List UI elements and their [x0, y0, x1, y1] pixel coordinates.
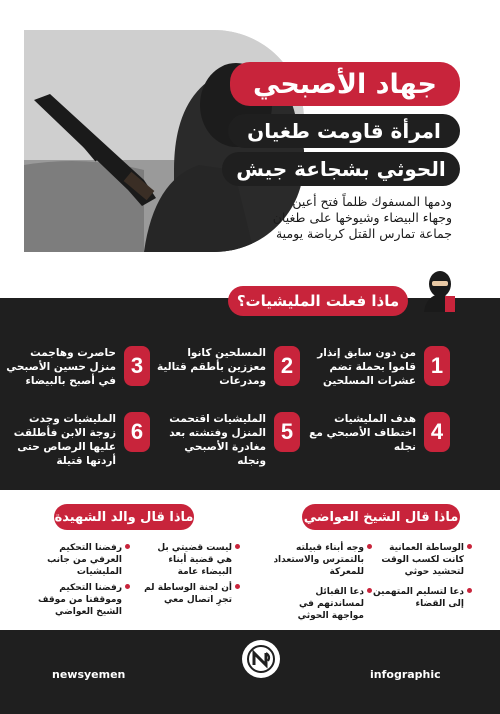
quote-text: رفضنا التحكيم وموقفنا من موقف الشيخ العواضي [38, 583, 122, 617]
quote-text: أن لجنة الوساطة لم تجرِ اتصال معي [144, 583, 232, 605]
father-heading: ماذا قال والد الشهيدة [54, 504, 194, 530]
bullet-icon [367, 544, 372, 549]
bullet-icon [367, 588, 372, 593]
bullet-icon [467, 588, 472, 593]
sheikh-quote-1 [372, 542, 464, 578]
quote-text: وجه أبناء قبيلته بالتمترس والاستعداد للمعركة [273, 543, 364, 577]
item-text: حاصرت وهاجمت منزل حسين الأصبحي في أصبح بالبيضاء [6, 347, 116, 387]
militia-item-1 [300, 346, 450, 394]
militias-heading: ماذا فعلت المليشيات؟ [228, 286, 408, 316]
item-text: المسلحين كانوا معززين بأطقم قتالية ومدرعات [157, 347, 266, 387]
father-quote-3 [140, 582, 232, 606]
sheikh-quote-2 [272, 542, 364, 578]
sheikh-quote-4 [272, 586, 364, 622]
militia-item-5 [150, 412, 300, 467]
bullet-icon [125, 544, 130, 549]
footer-site-label: newsyemen [52, 668, 126, 681]
father-quote-4 [30, 582, 122, 618]
hero-description: ودمها المسفوك ظلماً فتح أعين وجهاء البيضاء وشيوخها على طغيان جماعة تمارس القتل كرياضة يومية [272, 194, 452, 241]
logo-mark-icon [246, 644, 276, 674]
bullet-icon [467, 544, 472, 549]
newsyemen-logo [242, 640, 280, 678]
militia-item-3 [0, 346, 150, 394]
hero-subtitle-line-1: امرأة قاومت طغيان [228, 114, 460, 148]
militia-item-6 [0, 412, 150, 467]
item-number: 4 [424, 412, 450, 452]
item-number: 1 [424, 346, 450, 386]
hero-subtitle-line-2: الحوثي بشجاعة جيش [222, 152, 460, 186]
sheikh-heading: ماذا قال الشيخ العواضي [302, 504, 460, 530]
masked-militant-icon [418, 268, 462, 312]
item-number: 5 [274, 412, 300, 452]
quote-text: ليست قضيتي بل هي قضية أبناء البيضاء عامة [157, 543, 232, 577]
item-text: المليشيات اقتحمت المنزل وفتشته بعد مغادرة الأصبحي ونجله [169, 413, 266, 467]
item-text: المليشيات وجدت زوجة الابن فأطلقت عليها الرصاص حتى أردتها قتيلة [13, 413, 116, 467]
item-number: 2 [274, 346, 300, 386]
item-text: من دون سابق إنذار قاموا بحملة تضم عشرات المسلحين [317, 347, 416, 387]
item-number: 3 [124, 346, 150, 386]
militia-item-2 [150, 346, 300, 394]
father-quote-1 [140, 542, 232, 578]
quote-text: الوساطة العمانية كانت لكسب الوقت لتحشيد حوثي [381, 543, 464, 577]
militia-item-4 [300, 412, 450, 460]
bullet-icon [235, 544, 240, 549]
quote-text: دعا القبائل لمساندتهم في مواجهة الحوثي [297, 587, 364, 621]
bullet-icon [125, 584, 130, 589]
father-quote-2 [30, 542, 122, 578]
hero-title: جهاد الأصبحي [230, 62, 460, 106]
sheikh-quote-3 [372, 586, 464, 610]
item-number: 6 [124, 412, 150, 452]
footer-type-label: infographic [370, 668, 441, 681]
bullet-icon [235, 584, 240, 589]
quote-text: رفضنا التحكيم العرفي من جانب المليشيات [47, 543, 122, 577]
item-text: هدف المليشيات اختطاف الأصبحي مع نجله [309, 413, 416, 453]
quote-text: دعا لتسليم المتهمين إلى القضاء [373, 587, 464, 609]
